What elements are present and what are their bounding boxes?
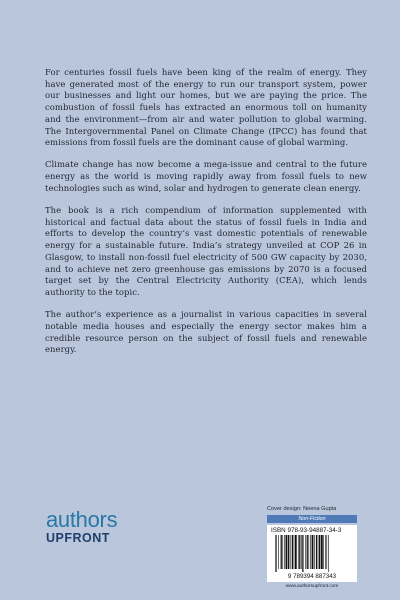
- barcode-bar: [312, 535, 314, 569]
- publisher-logo-line1: authors: [46, 507, 118, 532]
- blurb-paragraph-3: The book is a rich compendium of information supplemented with historical and factual data about the status of fossil fuels in India and efforts to develop the country’s vast domestic potentials of renewable energy for a sustainable future. India’s strategy unveiled at COP 26 in Glasgow, to install non-fossil fuel electricity of 500 GW capacity by 2030, and to achieve net zero greenhouse gas emissions by 2070 is a focused target set by the Central Electricity Authority (CEA), which lends authority to the topic.: [45, 205, 367, 297]
- barcode-bar: [302, 535, 303, 572]
- barcode-bar: [276, 535, 277, 572]
- barcode-box: [267, 525, 357, 582]
- blurb-paragraph-2: Climate change has now become a mega-issue and central to the future energy as the world is moving rapidly away from fossil fuels to new technologies such as wind, solar and hydrogen to generate clean energy.: [45, 159, 367, 193]
- blurb-paragraph-1: For centuries fossil fuels have been king of the realm of energy. They have generated most of the energy to run our transport system, power our businesses and light our homes, but we are paying the price. The combustion of fossil fuels has extracted an enormous toll on humanity and the environment—from air and water pollution to global warming. The Intergovernmental Panel on Climate Change (IPCC) has found that emissions from fossil fuels are the dominant cause of global warming.: [45, 67, 367, 148]
- barcode-icon: [271, 535, 353, 579]
- barcode-bar: [323, 535, 324, 569]
- barcode-panel: [267, 506, 357, 589]
- barcode-bar: [295, 535, 297, 569]
- publisher-website: www.authorsupfront.com: [285, 584, 339, 589]
- barcode-bar: [305, 535, 306, 569]
- barcode-digits: 9 789394 887343: [287, 573, 337, 579]
- barcode-bar: [328, 535, 329, 572]
- barcode-bar: [275, 535, 276, 572]
- barcode-bar: [284, 535, 285, 569]
- publisher-logo-line2: UPFRONT: [46, 531, 110, 545]
- barcode-bar: [299, 535, 300, 569]
- back-cover-blurb: [45, 67, 367, 366]
- genre-label: Non-Fiction: [267, 515, 357, 523]
- publisher-logo: [46, 509, 117, 545]
- barcode-bar: [314, 535, 315, 569]
- barcode-bar: [321, 535, 323, 569]
- barcode-bar: [326, 535, 327, 569]
- barcode-bar: [282, 535, 283, 569]
- isbn-label: ISBN 978-93-94887-34-3: [271, 527, 342, 534]
- barcode-bar: [319, 535, 320, 569]
- barcode-bar: [308, 535, 309, 569]
- barcode-bar: [288, 535, 289, 569]
- barcode-bar: [318, 535, 319, 569]
- barcode-bar: [325, 535, 326, 569]
- barcode-bar: [286, 535, 288, 569]
- barcode-bar: [290, 535, 291, 569]
- cover-design-credit: Cover design: Neena Gupta: [267, 506, 337, 512]
- barcode-bar: [307, 535, 308, 569]
- barcode-bar: [301, 535, 302, 569]
- barcode-bar: [278, 535, 279, 569]
- barcode-bar: [316, 535, 317, 569]
- blurb-paragraph-4: The author’s experience as a journalist in various capacities in several notable media houses and especially the energy sector makes him a credible resource person on the subject of fossil fuels and renewable energy.: [45, 309, 367, 355]
- barcode-bar: [298, 535, 299, 569]
- barcode-bar: [310, 535, 311, 569]
- barcode-bar: [292, 535, 293, 569]
- barcode-bar: [281, 535, 282, 569]
- barcode-bar: [294, 535, 295, 569]
